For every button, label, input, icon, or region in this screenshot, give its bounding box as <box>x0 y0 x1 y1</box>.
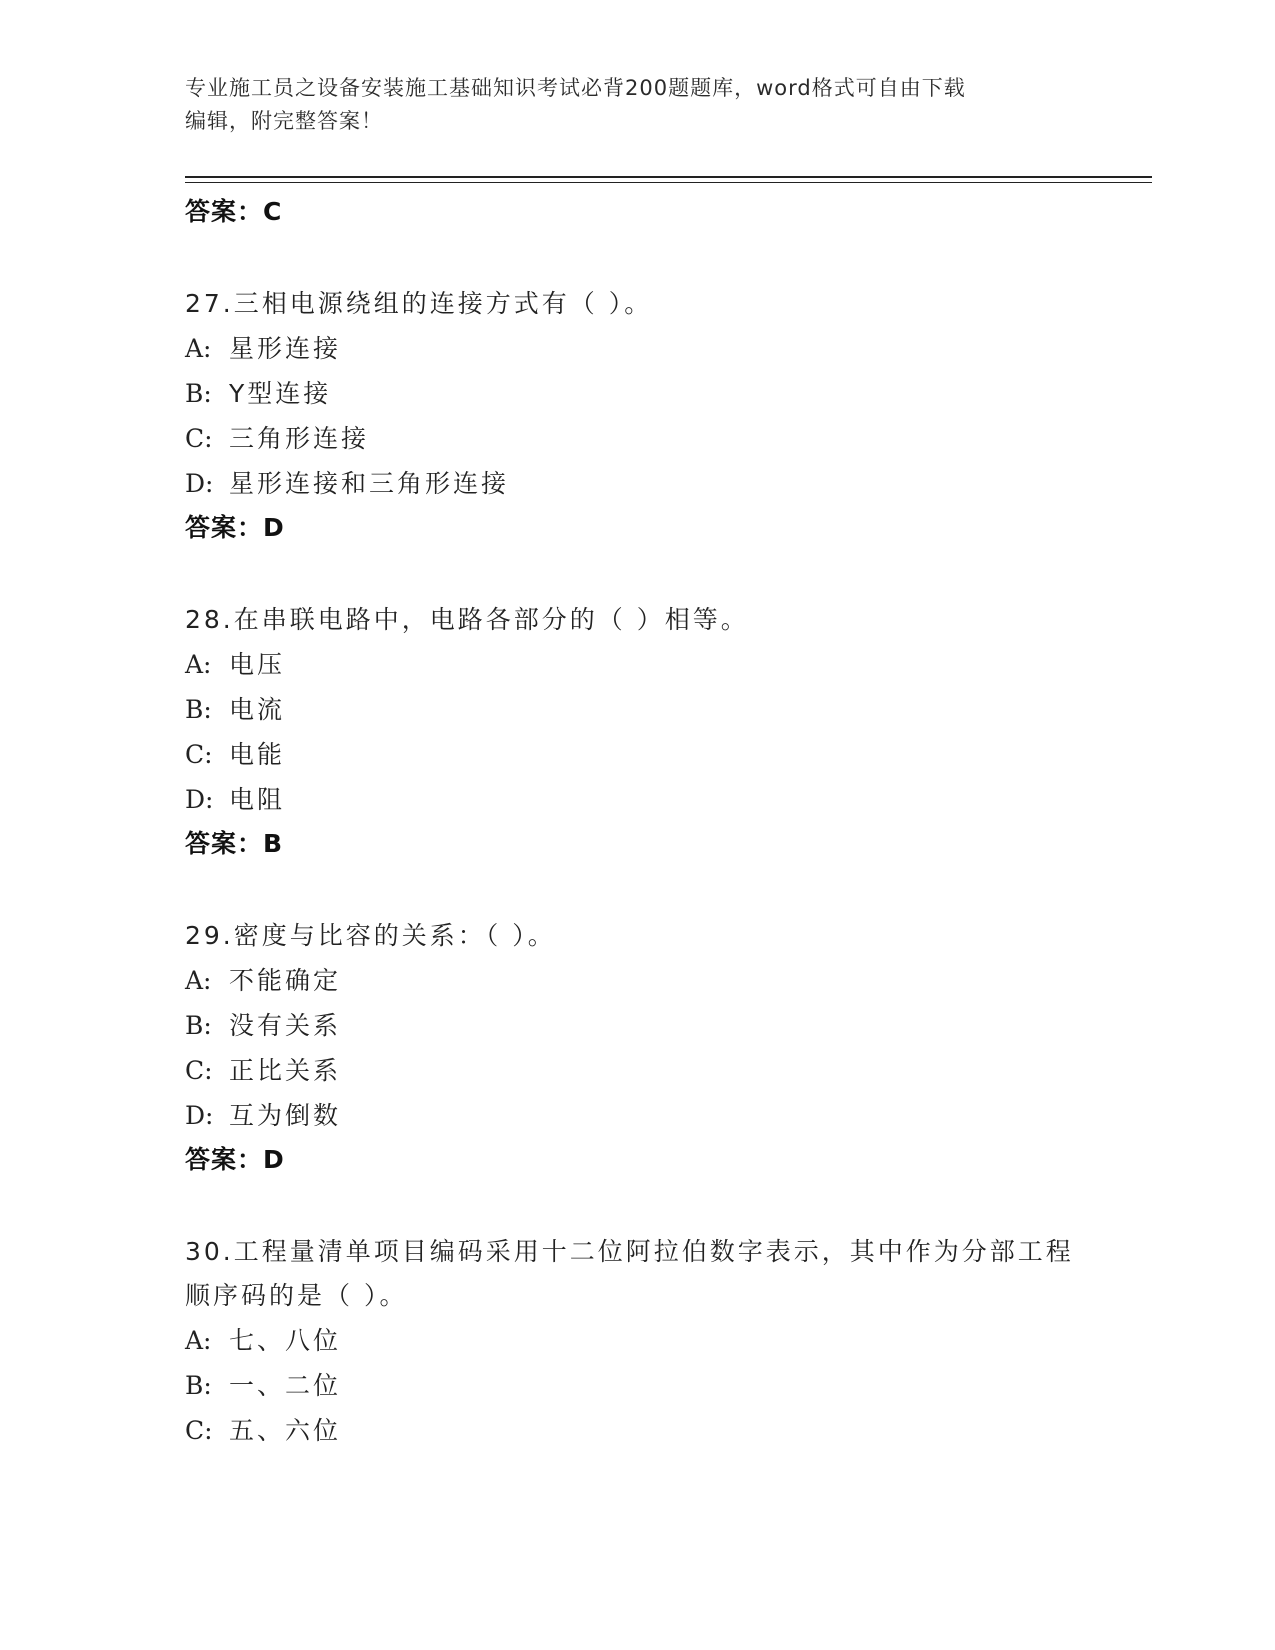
option-key: B: <box>185 1371 212 1400</box>
question-block <box>185 598 1085 866</box>
option-text: 五、六位 <box>229 1416 342 1445</box>
document-header <box>185 72 1065 138</box>
option-text: 星形连接 <box>229 334 342 363</box>
option-key: D: <box>185 1101 214 1130</box>
option-key: B: <box>185 695 212 724</box>
option-c <box>185 1408 1085 1453</box>
option-b <box>185 687 1085 732</box>
header-divider-thin <box>185 182 1152 183</box>
option-text: 没有关系 <box>229 1011 342 1040</box>
option-text: 电压 <box>229 650 286 679</box>
option-a <box>185 1318 1085 1363</box>
option-key: B: <box>185 379 212 408</box>
question-text: 30.工程量清单项目编码采用十二位阿拉伯数字表示，其中作为分部工程顺序码的是（ ）。 <box>185 1237 1074 1310</box>
option-key: C: <box>185 1416 213 1445</box>
spacer <box>185 866 1085 914</box>
question-text: 28.在串联电路中，电路各部分的（ ）相等。 <box>185 605 749 634</box>
option-text: 七、八位 <box>229 1326 342 1355</box>
option-d <box>185 461 1085 506</box>
option-c <box>185 732 1085 777</box>
option-text: 三角形连接 <box>229 424 370 453</box>
spacer <box>185 1182 1085 1230</box>
option-c <box>185 416 1085 461</box>
question-list <box>185 190 1085 1453</box>
option-key: B: <box>185 1011 212 1040</box>
option-key: A: <box>185 650 212 679</box>
option-key: D: <box>185 469 214 498</box>
option-text: 一、二位 <box>229 1371 342 1400</box>
option-text: 星形连接和三角形连接 <box>229 469 510 498</box>
option-key: D: <box>185 785 214 814</box>
header-divider-thick <box>185 176 1152 178</box>
option-key: C: <box>185 1056 213 1085</box>
option-text: 正比关系 <box>229 1056 342 1085</box>
option-b <box>185 371 1085 416</box>
option-key: C: <box>185 424 213 453</box>
option-key: C: <box>185 740 213 769</box>
option-key: A: <box>185 966 212 995</box>
option-text: 电流 <box>229 695 286 724</box>
spacer <box>185 550 1085 598</box>
option-b <box>185 1363 1085 1408</box>
answer-line: 答案：D <box>185 513 285 542</box>
spacer <box>185 234 1085 282</box>
option-text: 互为倒数 <box>229 1101 342 1130</box>
option-a <box>185 326 1085 371</box>
answer-line: 答案：D <box>185 1145 285 1174</box>
option-a <box>185 642 1085 687</box>
option-text: 不能确定 <box>229 966 342 995</box>
answer-line: 答案：B <box>185 829 284 858</box>
option-a <box>185 958 1085 1003</box>
option-text: 电阻 <box>229 785 286 814</box>
option-d <box>185 1093 1085 1138</box>
question-block <box>185 1230 1085 1453</box>
option-key: A: <box>185 1326 212 1355</box>
question-block <box>185 282 1085 550</box>
question-text: 27.三相电源绕组的连接方式有（ ）。 <box>185 289 653 318</box>
question-text: 29.密度与比容的关系：（ ）。 <box>185 921 556 950</box>
header-title-line-2: 编辑，附完整答案！ <box>185 109 383 133</box>
option-text: Y型连接 <box>229 379 332 408</box>
question-block <box>185 914 1085 1182</box>
answer-line: 答案：C <box>185 197 283 226</box>
option-d <box>185 777 1085 822</box>
option-c <box>185 1048 1085 1093</box>
option-text: 电能 <box>229 740 286 769</box>
option-key: A: <box>185 334 212 363</box>
option-b <box>185 1003 1085 1048</box>
header-title-line-1: 专业施工员之设备安装施工基础知识考试必背200题题库，word格式可自由下载 <box>185 76 966 100</box>
